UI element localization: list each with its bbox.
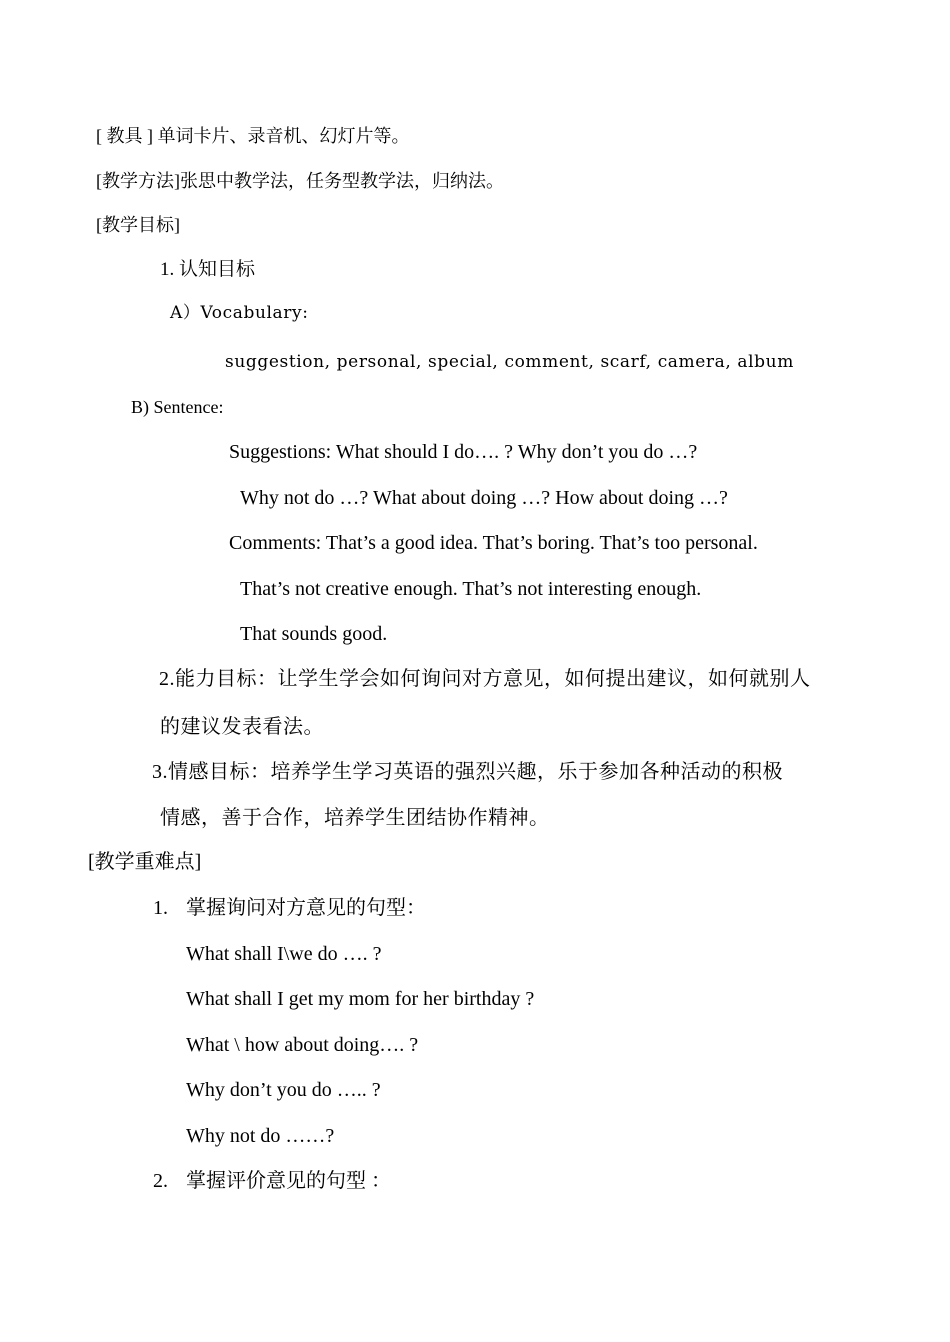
question-pattern: What \ how about doing…. ? — [186, 1034, 419, 1056]
cognitive-objective-heading: 1. 认知目标 — [160, 259, 256, 280]
key-point-2-number: 2. — [153, 1170, 168, 1192]
vocabulary-words: suggestion, personal, special, comment, scarf, camera, album — [225, 352, 794, 372]
key-point-1-number: 1. — [153, 897, 168, 919]
sentence-label: B) Sentence: — [131, 397, 224, 417]
suggestions-line-1: Suggestions: What should I do…. ? Why don’t you do …? — [229, 441, 698, 463]
emotion-objective-line-1: 3.情感目标：培养学生学习英语的强烈兴趣，乐于参加各种活动的积极 — [152, 761, 783, 783]
ability-objective-line-2: 的建议发表看法。 — [160, 716, 324, 738]
question-pattern: Why not do ……? — [186, 1125, 335, 1147]
objectives-heading: [教学目标] — [96, 215, 180, 235]
comments-line-1: Comments: That’s a good idea. That’s boring. That’s too personal. — [229, 532, 758, 554]
key-point-1-text: 掌握询问对方意见的句型： — [186, 897, 426, 919]
teaching-methods-line: [教学方法]张思中教学法，任务型教学法，归纳法。 — [96, 171, 504, 191]
key-points-heading: [教学重难点] — [88, 851, 202, 873]
vocabulary-label: A）Vocabulary: — [170, 303, 309, 323]
teaching-tools-line: [ 教具 ] 单词卡片、录音机、幻灯片等。 — [96, 126, 410, 146]
key-point-2-text: 掌握评价意见的句型 ： — [186, 1170, 391, 1192]
comments-line-2: That’s not creative enough. That’s not interesting enough. — [240, 578, 702, 600]
comments-line-3: That sounds good. — [240, 623, 388, 645]
question-pattern: What shall I get my mom for her birthday ? — [186, 988, 535, 1010]
suggestions-line-2: Why not do …? What about doing …? How about doing …? — [240, 487, 728, 509]
ability-objective-line-1: 2.能力目标：让学生学会如何询问对方意见，如何提出建议，如何就别人 — [159, 668, 811, 690]
emotion-objective-line-2: 情感，善于合作，培养学生团结协作精神。 — [160, 807, 550, 829]
question-pattern: Why don’t you do ….. ? — [186, 1079, 381, 1101]
question-pattern: What shall I\we do …. ? — [186, 943, 382, 965]
